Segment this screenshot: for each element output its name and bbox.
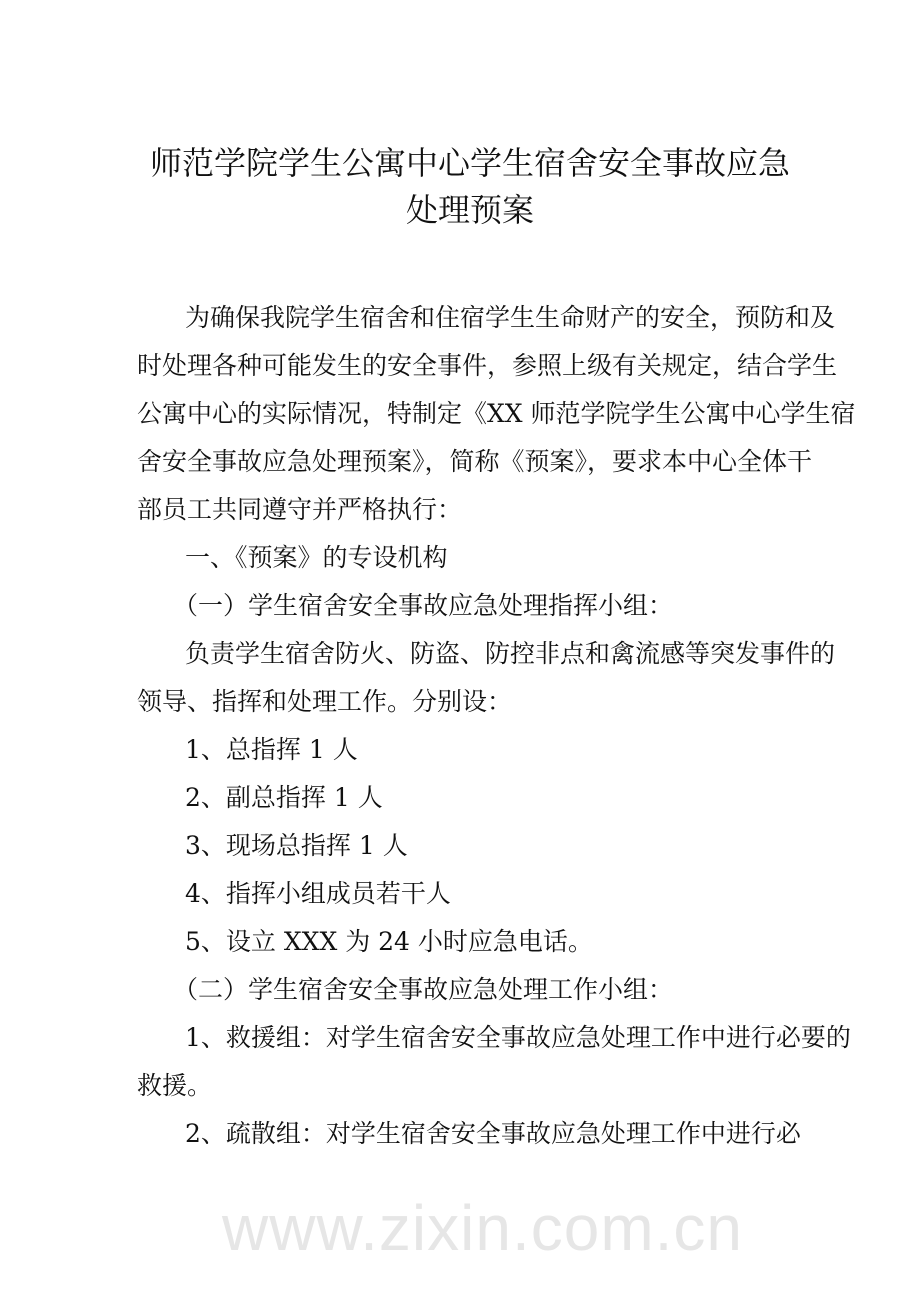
watermark: www.zixin.com.cn: [222, 1192, 743, 1264]
subsection-heading: （二）学生宿舍安全事故应急处理工作小组：: [173, 975, 674, 1004]
text-line: 部员工共同遵守并严格执行：: [137, 495, 463, 524]
title-line-1: 师范学院学生公寓中心学生宿舍安全事故应急: [149, 144, 790, 182]
text-line: 时处理各种可能发生的安全事件，参照上级有关规定，结合学生: [137, 351, 838, 380]
list-item: 1、救援组：对学生宿舍安全事故应急处理工作中进行必要的: [185, 1023, 851, 1052]
section-heading: 一、《预案》的专设机构: [185, 543, 448, 572]
subsection-heading: （一）学生宿舍安全事故应急处理指挥小组：: [173, 591, 674, 620]
list-item: 2、疏散组：对学生宿舍安全事故应急处理工作中进行必: [185, 1119, 801, 1148]
list-item: 5、设立 XXX 为 24 小时应急电话。: [185, 927, 593, 956]
list-item: 1、总指挥 1 人: [185, 735, 358, 764]
text-line: 舍安全事故应急处理预案》，简称《预案》，要求本中心全体干: [137, 447, 813, 476]
document-title: [120, 140, 820, 234]
intro-paragraph: [137, 294, 856, 534]
title-line-2: 处理预案: [405, 191, 534, 229]
document-body: [137, 294, 856, 1158]
list-item: 2、副总指挥 1 人: [185, 783, 383, 812]
text-line: 负责学生宿舍防火、防盗、防控非点和禽流感等突发事件的: [185, 639, 836, 668]
text-line: 救援。: [137, 1071, 213, 1100]
list-item: 3、现场总指挥 1 人: [185, 831, 408, 860]
text-line: 为确保我院学生宿舍和住宿学生生命财产的安全，预防和及: [185, 303, 836, 332]
list-item: 4、指挥小组成员若干人: [185, 879, 451, 908]
text-line: 公寓中心的实际情况，特制定《XX 师范学院学生公寓中心学生宿: [137, 399, 856, 428]
text-line: 领导、指挥和处理工作。分别设：: [137, 687, 513, 716]
